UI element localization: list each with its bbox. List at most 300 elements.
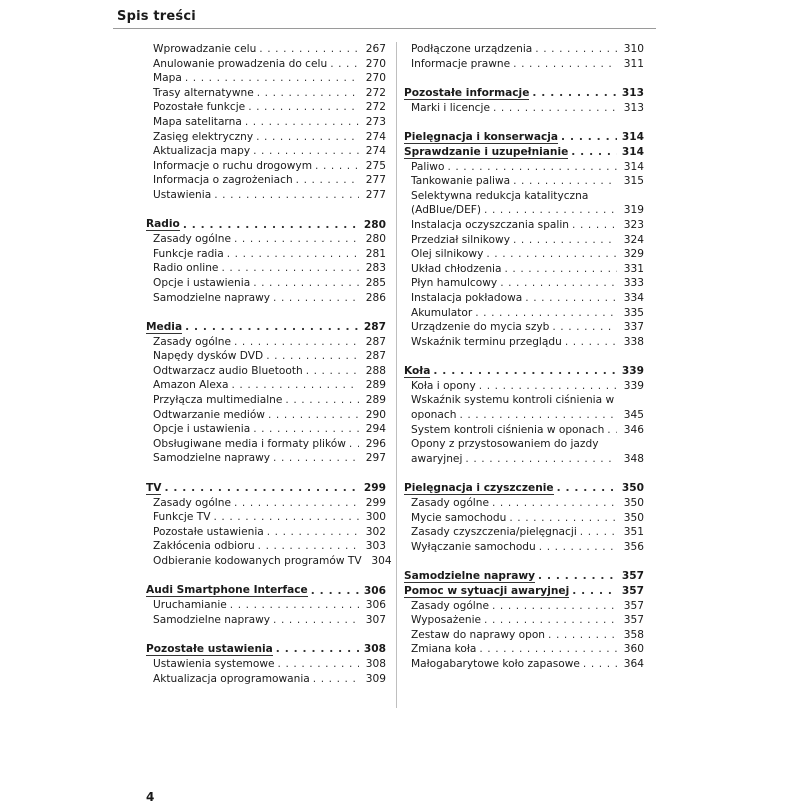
toc-entry-label: Obsługiwane media i formaty plików (153, 437, 346, 450)
toc-entry-label: Wskaźnik systemu kontroli ciśnienia w (411, 394, 615, 407)
toc-entry-label: Zasady ogólne (153, 233, 231, 246)
toc-entry[interactable] (146, 496, 386, 511)
dot-leader (571, 145, 617, 160)
toc-entry-label: Mycie samochodu (411, 511, 507, 524)
toc-entry-page: 346 (623, 423, 644, 436)
toc-entry-page: 290 (365, 408, 386, 421)
dot-leader (245, 115, 359, 130)
toc-section-heading[interactable] (404, 86, 644, 101)
toc-entry[interactable] (404, 262, 644, 277)
toc-entry-label: Opony z przystosowaniem do jazdy (411, 438, 599, 451)
dot-leader (234, 496, 359, 511)
toc-entry[interactable] (146, 261, 386, 276)
toc-entry-label: Urządzenie do mycia szyb (411, 321, 550, 334)
dot-leader (447, 160, 617, 175)
toc-entry-label: oponach (411, 409, 457, 422)
toc-entry-label: Samodzielne naprawy (153, 291, 271, 304)
toc-entry-page: 306 (365, 599, 386, 612)
toc-entry[interactable] (146, 276, 386, 291)
toc-entry-label: Napędy dysków DVD (153, 350, 264, 363)
toc-entry[interactable] (404, 57, 644, 72)
toc-entry-label: Koła i opony (411, 379, 476, 392)
dot-leader (253, 144, 359, 159)
toc-section-heading[interactable] (404, 569, 644, 584)
toc-entry-page: 315 (623, 175, 644, 188)
dot-leader (268, 408, 359, 423)
toc-section-heading[interactable] (404, 145, 644, 160)
toc-section-heading-label: Pielęgnacja i konserwacja (404, 130, 559, 143)
toc-entry[interactable] (404, 203, 644, 218)
dot-leader (484, 203, 617, 218)
dot-leader (256, 130, 359, 145)
toc-entry-label: Informacja o zagrożeniach (153, 174, 293, 187)
toc-entry-page: 296 (365, 437, 386, 450)
toc-entry-label: Zasady ogólne (153, 496, 231, 509)
toc-entry-page: 289 (365, 379, 386, 392)
dot-leader (500, 276, 617, 291)
dot-leader (479, 642, 617, 657)
toc-entry-label: Układ chłodzenia (411, 262, 502, 275)
toc-entry-page: 280 (365, 233, 386, 246)
toc-entry-page: 329 (623, 248, 644, 261)
dot-leader (525, 291, 617, 306)
toc-entry-page: 310 (623, 43, 644, 55)
toc-entry-page: 289 (365, 394, 386, 407)
dot-leader (248, 100, 359, 115)
toc-entry-page: 294 (365, 423, 386, 436)
toc-section-heading-label: Pozostałe informacje (404, 86, 530, 99)
toc-entry-label: Instalacja pokładowa (411, 291, 523, 304)
toc-entry[interactable] (404, 642, 644, 657)
dot-leader (538, 569, 617, 584)
section-gap (404, 349, 644, 364)
toc-section-heading[interactable] (146, 320, 386, 335)
toc-entry[interactable] (404, 247, 644, 262)
toc-entry-label: Wyłączanie samochodu (411, 540, 536, 553)
section-gap (146, 305, 386, 320)
toc-entry[interactable] (404, 218, 644, 233)
toc-entry-label: Paliwo (411, 160, 445, 173)
toc-entry-label: Odtwarzacz audio Bluetooth (153, 364, 303, 377)
toc-entry-label: Przedział silnikowy (411, 233, 510, 246)
toc-entry-page: 277 (365, 174, 386, 187)
toc-section-heading-page: 280 (363, 218, 386, 231)
toc-entry-label: Zmiana koła (411, 643, 477, 656)
toc-entry-page: 299 (365, 496, 386, 509)
dot-leader (231, 378, 359, 393)
toc-entry-label: Informacje prawne (411, 57, 511, 70)
toc-entry-page: 287 (365, 350, 386, 363)
toc-entry-label: Wyposażenie (411, 614, 482, 627)
toc-entry-page: 300 (365, 511, 386, 524)
toc-entry-page: 288 (365, 364, 386, 377)
toc-entry-page: 303 (365, 540, 386, 553)
toc-entry[interactable] (404, 379, 644, 394)
toc-column-left (146, 42, 392, 686)
toc-entry-page: 270 (365, 57, 386, 70)
toc-entry-label: Informacje o ruchu drogowym (153, 159, 313, 172)
toc-section-heading-label: Sprawdzanie i uzupełnianie (404, 145, 569, 158)
section-gap (404, 71, 644, 86)
toc-entry-page: 345 (623, 409, 644, 422)
toc-entry[interactable] (404, 160, 644, 175)
toc-section-heading-label: Pielęgnacja i czyszczenie (404, 482, 554, 495)
dot-leader (253, 422, 359, 437)
toc-entry[interactable] (404, 335, 644, 350)
toc-entry-label: Aktualizacja oprogramowania (153, 672, 310, 685)
toc-entry-page: 267 (365, 43, 386, 55)
toc-entry-label: Zasięg elektryczny (153, 130, 254, 143)
dot-leader (486, 247, 617, 262)
dot-leader (580, 525, 617, 540)
toc-entry[interactable] (146, 598, 386, 613)
dot-leader (315, 159, 359, 174)
toc-entry-page: 335 (623, 306, 644, 319)
toc-entry[interactable] (146, 159, 386, 174)
toc-entry[interactable] (404, 101, 644, 116)
toc-entry-page: 360 (623, 643, 644, 656)
section-gap (146, 203, 386, 218)
toc-entry[interactable] (146, 232, 386, 247)
dot-leader (214, 188, 359, 203)
toc-entry-label: Anulowanie prowadzenia do celu (153, 57, 328, 70)
toc-entry[interactable] (404, 452, 644, 467)
toc-entry[interactable] (404, 437, 644, 452)
dot-leader (185, 71, 359, 86)
toc-entry-page: 356 (623, 540, 644, 553)
toc-entry-label: Podłączone urządzenia (411, 43, 533, 55)
dot-leader (230, 598, 359, 613)
toc-entry-page: 351 (623, 526, 644, 539)
dot-leader (306, 364, 359, 379)
toc-entry-page: 281 (365, 247, 386, 260)
dot-leader (561, 130, 617, 145)
toc-entry[interactable] (146, 86, 386, 101)
toc-entry-page: 286 (365, 291, 386, 304)
page-number: 4 (146, 790, 155, 804)
toc-section-heading[interactable] (404, 584, 644, 599)
toc-section-heading-page: 299 (363, 482, 386, 495)
dot-leader (475, 306, 617, 321)
toc-section-heading[interactable] (404, 481, 644, 496)
dot-leader (313, 672, 359, 687)
toc-entry[interactable] (404, 599, 644, 614)
toc-entry-page: 273 (365, 115, 386, 128)
toc-entry[interactable] (146, 247, 386, 262)
toc-entry[interactable] (146, 525, 386, 540)
toc-entry[interactable] (404, 657, 644, 672)
toc-entry-label: Pozostałe funkcje (153, 101, 246, 114)
toc-entry-label: Wskaźnik terminu przeglądu (411, 335, 562, 348)
toc-section-heading-label: Audi Smartphone Interface (146, 584, 308, 597)
toc-entry[interactable] (146, 42, 386, 57)
dot-leader (484, 613, 617, 628)
toc-section-heading-label: Pomoc w sytuacji awaryjnej (404, 584, 570, 597)
toc-entry[interactable] (146, 335, 386, 350)
toc-entry-label: Ustawienia (153, 188, 212, 201)
toc-section-heading-page: 339 (621, 365, 644, 378)
toc-section-heading[interactable] (146, 218, 386, 233)
toc-entry[interactable] (146, 115, 386, 130)
toc-entry-page: 350 (623, 497, 644, 510)
dot-leader (164, 481, 359, 496)
toc-entry[interactable] (146, 100, 386, 115)
dot-leader (276, 642, 359, 657)
toc-entry-label: Zestaw do naprawy opon (411, 628, 546, 641)
toc-entry-label: Zasady ogólne (411, 599, 489, 612)
toc-entry[interactable] (146, 657, 386, 672)
toc-entry-page: 309 (365, 672, 386, 685)
toc-section-heading-page: 314 (621, 131, 644, 144)
toc-entry-page: 334 (623, 291, 644, 304)
section-gap (146, 569, 386, 584)
toc-entry[interactable] (404, 496, 644, 511)
toc-entry[interactable] (404, 174, 644, 189)
toc-entry-page: 308 (365, 657, 386, 670)
toc-entry-label: Opcje i ustawienia (153, 423, 251, 436)
toc-entry[interactable] (146, 451, 386, 466)
dot-leader (273, 451, 359, 466)
dot-leader (258, 539, 359, 554)
toc-section-heading[interactable] (146, 481, 386, 496)
toc-entry-page: 337 (623, 321, 644, 334)
toc-section-heading-page: 357 (621, 585, 644, 597)
dot-leader (285, 393, 359, 408)
toc-entry-label: Trasy alternatywne (153, 86, 254, 99)
toc-entry-page: 313 (623, 101, 644, 114)
toc-entry-page: 304 (371, 555, 392, 567)
dot-leader (267, 525, 359, 540)
dot-leader (234, 335, 359, 350)
toc-entry-label: Małogabarytowe koło zapasowe (411, 657, 580, 670)
dot-leader (183, 218, 359, 233)
toc-entry-label: (AdBlue/DEF) (411, 204, 482, 217)
toc-entry[interactable] (404, 613, 644, 628)
toc-entry-page: 358 (623, 628, 644, 641)
toc-entry-page: 350 (623, 511, 644, 524)
toc-entry[interactable] (146, 364, 386, 379)
toc-entry[interactable] (146, 173, 386, 188)
dot-leader (513, 57, 617, 72)
toc-entry[interactable] (146, 130, 386, 145)
toc-entry-label: System kontroli ciśnienia w oponach (411, 423, 605, 436)
toc-entry-label: Aktualizacja mapy (153, 145, 251, 158)
toc-section-heading-label: TV (146, 481, 162, 494)
toc-entry-label: Pozostałe ustawienia (153, 525, 264, 538)
toc-entry[interactable] (146, 539, 386, 554)
dot-leader (504, 262, 617, 277)
toc-entry-label: Zasady ogólne (411, 497, 489, 510)
toc-entry[interactable] (146, 188, 386, 203)
toc-entry-page: 314 (623, 160, 644, 173)
page-title: Spis treści (117, 9, 196, 24)
toc-entry[interactable] (146, 672, 386, 687)
toc-section-heading-page: 306 (363, 584, 386, 597)
dot-leader (565, 335, 617, 350)
toc-section-heading[interactable] (146, 584, 386, 599)
toc-entry[interactable] (146, 510, 386, 525)
column-divider (396, 42, 397, 708)
toc-section-heading-page: 308 (363, 643, 386, 656)
toc-section-heading-page: 357 (621, 570, 644, 583)
dot-leader (479, 379, 617, 394)
toc-entry-label: Funkcje TV (153, 511, 211, 524)
toc-entry[interactable] (146, 408, 386, 423)
toc-entry-page: 302 (365, 525, 386, 538)
toc-section-heading-label: Media (146, 320, 183, 333)
dot-leader (583, 657, 617, 672)
toc-entry-label: Płyn hamulcowy (411, 277, 498, 290)
dot-leader (535, 42, 617, 57)
toc-entry[interactable] (404, 320, 644, 335)
dot-leader (572, 584, 617, 599)
toc-entry[interactable] (404, 276, 644, 291)
toc-entry-label: awaryjnej (411, 452, 463, 465)
toc-entry-label: Akumulator (411, 306, 473, 319)
toc-section-heading-label: Samodzielne naprawy (404, 570, 536, 582)
toc-entry-page: 364 (623, 657, 644, 670)
toc-section-heading[interactable] (404, 130, 644, 145)
toc-section-heading[interactable] (146, 642, 386, 657)
toc-entry[interactable] (404, 233, 644, 248)
toc-entry-page: 333 (623, 277, 644, 290)
dot-leader (234, 232, 359, 247)
toc-entry[interactable] (404, 628, 644, 643)
toc-section-heading-label: Koła (404, 364, 431, 377)
toc-entry-page: 275 (365, 159, 386, 172)
toc-section-heading-page: 350 (621, 482, 644, 495)
dot-leader (349, 437, 359, 452)
toc-entry-label: Ustawienia systemowe (153, 657, 275, 670)
toc-entry-label: Selektywna redukcja katalityczna (411, 189, 589, 202)
toc-entry[interactable] (146, 144, 386, 159)
dot-leader (221, 261, 359, 276)
toc-section-heading[interactable] (404, 364, 644, 379)
toc-entry-page: 274 (365, 145, 386, 158)
toc-entry-page: 348 (623, 452, 644, 465)
toc-entry[interactable] (146, 613, 386, 628)
toc-section-heading-label: Radio (146, 218, 180, 231)
toc-entry-label: Zasady czyszczenia/pielęgnacji (411, 526, 577, 539)
dot-leader (532, 86, 617, 101)
section-gap (146, 466, 386, 481)
toc-entry-label: Zasady ogólne (153, 335, 231, 348)
toc-entry-label: Amazon Alexa (153, 379, 229, 392)
toc-entry-label: Instalacja oczyszczania spalin (411, 218, 570, 231)
toc-entry[interactable] (146, 393, 386, 408)
dot-leader (465, 452, 617, 467)
section-gap (146, 627, 386, 642)
dot-leader (311, 584, 359, 599)
dot-leader (548, 628, 617, 643)
toc-entry-label: Zakłócenia odbioru (153, 540, 255, 553)
toc-entry-page: 338 (623, 335, 644, 348)
toc-entry-label: Radio online (153, 262, 219, 275)
toc-entry-label: Tankowanie paliwa (411, 175, 511, 188)
dot-leader (513, 174, 617, 189)
dot-leader (330, 57, 359, 72)
toc-entry-label: Samodzielne naprawy (153, 452, 271, 465)
section-gap (404, 466, 644, 481)
dot-leader (213, 510, 359, 525)
dot-leader (572, 218, 617, 233)
dot-leader (273, 613, 359, 628)
toc-entry-label: Mapa (153, 72, 182, 85)
toc-entry-page: 270 (365, 72, 386, 85)
toc-entry-page: 274 (365, 130, 386, 143)
dot-leader (557, 481, 617, 496)
toc-entry[interactable] (146, 554, 392, 569)
dot-leader (513, 233, 617, 248)
toc-entry-page: 324 (623, 233, 644, 246)
toc-entry-label: Wprowadzanie celu (153, 43, 257, 55)
toc-entry-page: 319 (623, 204, 644, 217)
toc-entry[interactable] (404, 291, 644, 306)
dot-leader (259, 42, 359, 57)
toc-entry[interactable] (404, 42, 644, 57)
toc-entry[interactable] (146, 437, 386, 452)
toc-entry-page: 297 (365, 452, 386, 465)
section-gap (404, 554, 644, 569)
toc-entry[interactable] (404, 408, 644, 423)
toc-entry-label: Odbieranie kodowanych programów TV (153, 555, 362, 567)
toc-entry-label: Uruchamianie (153, 599, 227, 612)
dot-leader (459, 408, 617, 423)
toc-entry-page: 285 (365, 276, 386, 289)
dot-leader (607, 423, 617, 438)
toc-entry-label: Przyłącza multimedialne (153, 394, 283, 407)
toc-entry[interactable] (404, 393, 644, 408)
dot-leader (278, 657, 359, 672)
toc-column-right (404, 42, 644, 672)
toc-entry[interactable] (146, 57, 386, 72)
toc-section-heading-page: 314 (621, 145, 644, 158)
dot-leader (552, 320, 617, 335)
toc-entry-page: 283 (365, 262, 386, 275)
toc-entry[interactable] (146, 291, 386, 306)
toc-section-heading-page: 287 (363, 321, 386, 334)
toc-entry-page: 272 (365, 101, 386, 114)
toc-entry-page: 277 (365, 188, 386, 201)
toc-entry[interactable] (146, 378, 386, 393)
section-gap (404, 115, 644, 130)
toc-entry[interactable] (404, 525, 644, 540)
toc-entry-page: 331 (623, 262, 644, 275)
dot-leader (227, 247, 359, 262)
toc-entry[interactable] (404, 540, 644, 555)
toc-entry-label: Opcje i ustawienia (153, 276, 251, 289)
toc-entry-page: 357 (623, 599, 644, 612)
dot-leader (266, 349, 359, 364)
toc-entry-label: Odtwarzanie mediów (153, 408, 265, 421)
dot-leader (185, 320, 359, 335)
dot-leader (492, 496, 617, 511)
dot-leader (433, 364, 617, 379)
toc-entry[interactable] (146, 422, 386, 437)
toc-entry[interactable] (404, 423, 644, 438)
toc-entry[interactable] (404, 189, 644, 204)
toc-entry-page: 339 (623, 379, 644, 392)
toc-entry[interactable] (146, 71, 386, 86)
toc-entry[interactable] (404, 306, 644, 321)
toc-entry-page: 323 (623, 218, 644, 231)
dot-leader (492, 599, 617, 614)
toc-entry-page: 287 (365, 335, 386, 348)
toc-entry-page: 307 (365, 613, 386, 626)
dot-leader (273, 291, 359, 306)
toc-entry[interactable] (404, 511, 644, 526)
toc-entry[interactable] (146, 349, 386, 364)
